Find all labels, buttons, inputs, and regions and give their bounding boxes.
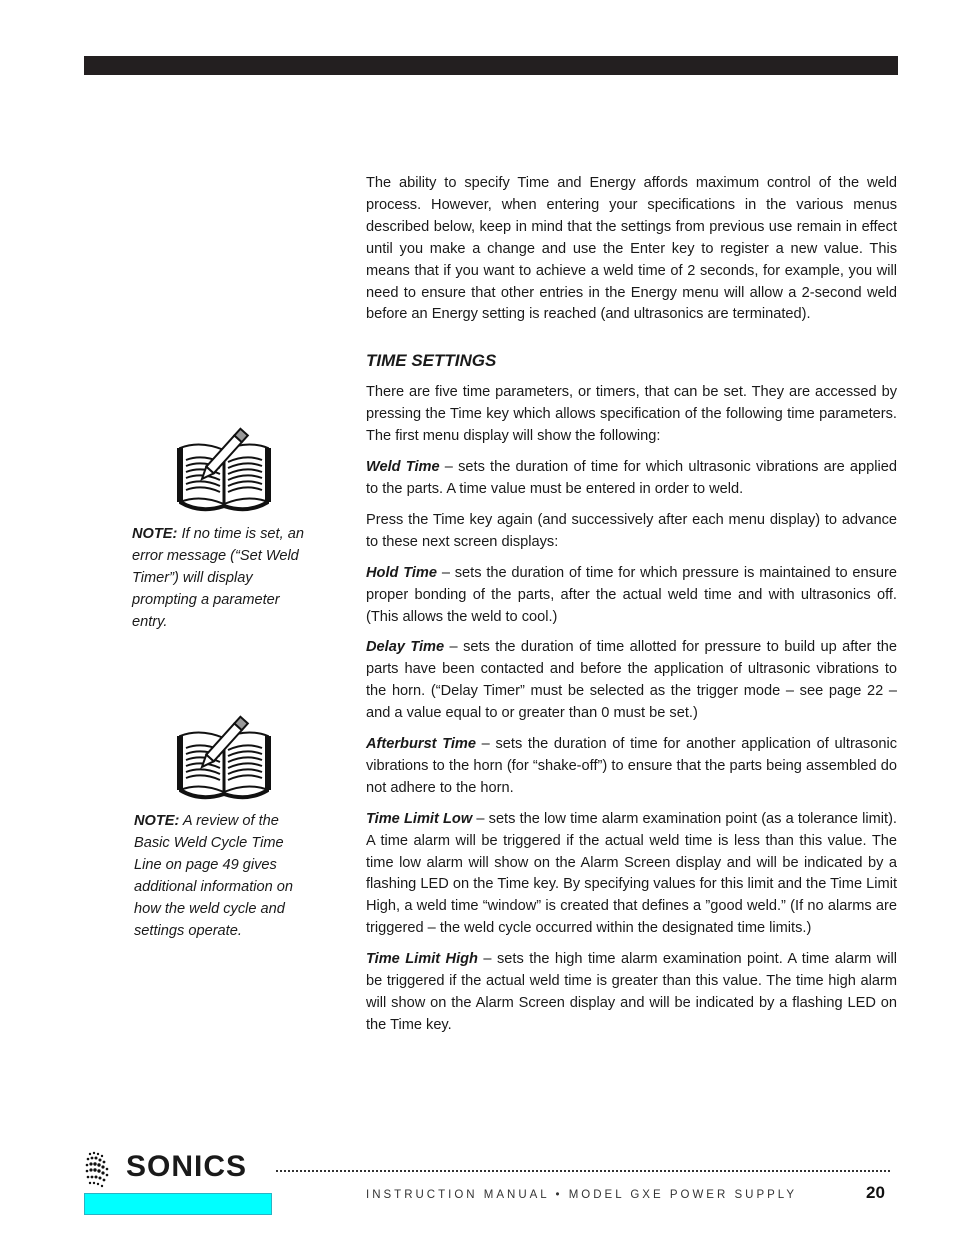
- term-weld-time: Weld Time: [366, 459, 440, 476]
- afterburst-time-paragraph: [366, 734, 897, 800]
- term-time-limit-high: Time Limit High: [366, 951, 478, 968]
- press-time-key-paragraph: Press the Time key again (and successively after each menu display) to advance to these next screen displays:: [366, 511, 897, 550]
- book-pencil-icon: [176, 708, 272, 804]
- main-content: [366, 173, 897, 1046]
- time-limit-high-paragraph: [366, 949, 897, 1037]
- term-time-limit-low: Time Limit Low: [366, 810, 473, 827]
- delay-time-text: – sets the duration of time allotted for pressure to build up after the parts have been contacted and before the application of ultrasonic vibrations to the horn. (“Delay Timer” must be selected as the trigger mode – see page 22 – and a value equal to or greater than 0 must be set.): [366, 639, 898, 722]
- hold-time-text: – sets the duration of time for which pressure is maintained to ensure proper bonding of the parts, after the actual weld time and with ultrasonics off. (This allows the weld to cool.): [366, 564, 897, 625]
- sidebar-note-no-time: [132, 524, 312, 634]
- note-text: If no time is set, an error message (“Set Weld Timer”) will display prompting a parameter entry.: [132, 526, 304, 630]
- note-text: A review of the Basic Weld Cycle Time Line on page 49 gives additional information on how the weld cycle and settings operate.: [134, 813, 294, 939]
- time-limit-high-text: – sets the high time alarm examination point. A time alarm will be triggered if the actual weld time is greater than this value. The time high alarm will show on the Alarm Screen display and will be indicated by a flashing LED on the Time key.: [366, 951, 897, 1033]
- section-title: TIME SETTINGS: [366, 351, 497, 371]
- time-limit-low-paragraph: [366, 809, 897, 940]
- weld-time-text: – sets the duration of time for which ultrasonic vibrations are applied to the parts. A time value must be entered in order to weld.: [366, 459, 897, 497]
- note-label: NOTE:: [134, 813, 180, 829]
- footer-rule: [276, 1170, 890, 1172]
- term-afterburst-time: Afterburst Time: [366, 736, 477, 753]
- section-intro: There are five time parameters, or timers, that can be set. They are accessed by pressing the Time key which allows specification of the following time parameters. The first menu display will show the following:: [366, 384, 897, 445]
- term-delay-time: Delay Time: [366, 639, 445, 656]
- logo-text: SONICS: [126, 1150, 248, 1183]
- delay-time-paragraph: [366, 637, 897, 725]
- sidebar-note-weld-cycle: [134, 811, 314, 942]
- sonics-dots-icon: [84, 1150, 122, 1190]
- page-number: 20: [866, 1183, 885, 1202]
- time-limit-low-text: – sets the low time alarm examination point (as a tolerance limit). A time alarm will be triggered if the actual weld time is less than this value. The time low alarm will show on the Alarm Screen display and will be indicated by a flashing LED on the Time key. By specifying values for this limit and the Time Limit High, a weld time “window” is created that defines a ”good weld.” (If no alarms are triggered – the weld cycle occurred within the designated time limits.): [366, 810, 897, 937]
- accent-bar: [84, 1193, 272, 1215]
- header-bar: [84, 56, 898, 75]
- hold-time-paragraph: [366, 563, 897, 629]
- weld-time-paragraph: [366, 457, 897, 501]
- afterburst-time-text: – sets the duration of time for another application of ultrasonic vibrations to the horn (for “shake-off”) to ensure that the parts being assembled do not adhere to the horn.: [366, 736, 897, 796]
- footer-manual-title: INSTRUCTION MANUAL • MODEL GXE POWER SUPPLY: [366, 1189, 798, 1201]
- book-pencil-icon: [176, 420, 272, 516]
- term-hold-time: Hold Time: [366, 564, 438, 581]
- note-label: NOTE:: [132, 526, 178, 542]
- intro-paragraph: The ability to specify Time and Energy affords maximum control of the weld process. However, when entering your specifications in the various menus described below, keep in mind that the settings from previous use remain in effect until you make a change and use the Enter key to register a new value. This means that if you want to achieve a weld time of 2 seconds, for example, you will need to ensure that other entries in the Energy menu will allow a 2-second weld before an Energy setting is reached (and ultrasonics are terminated).: [366, 175, 897, 323]
